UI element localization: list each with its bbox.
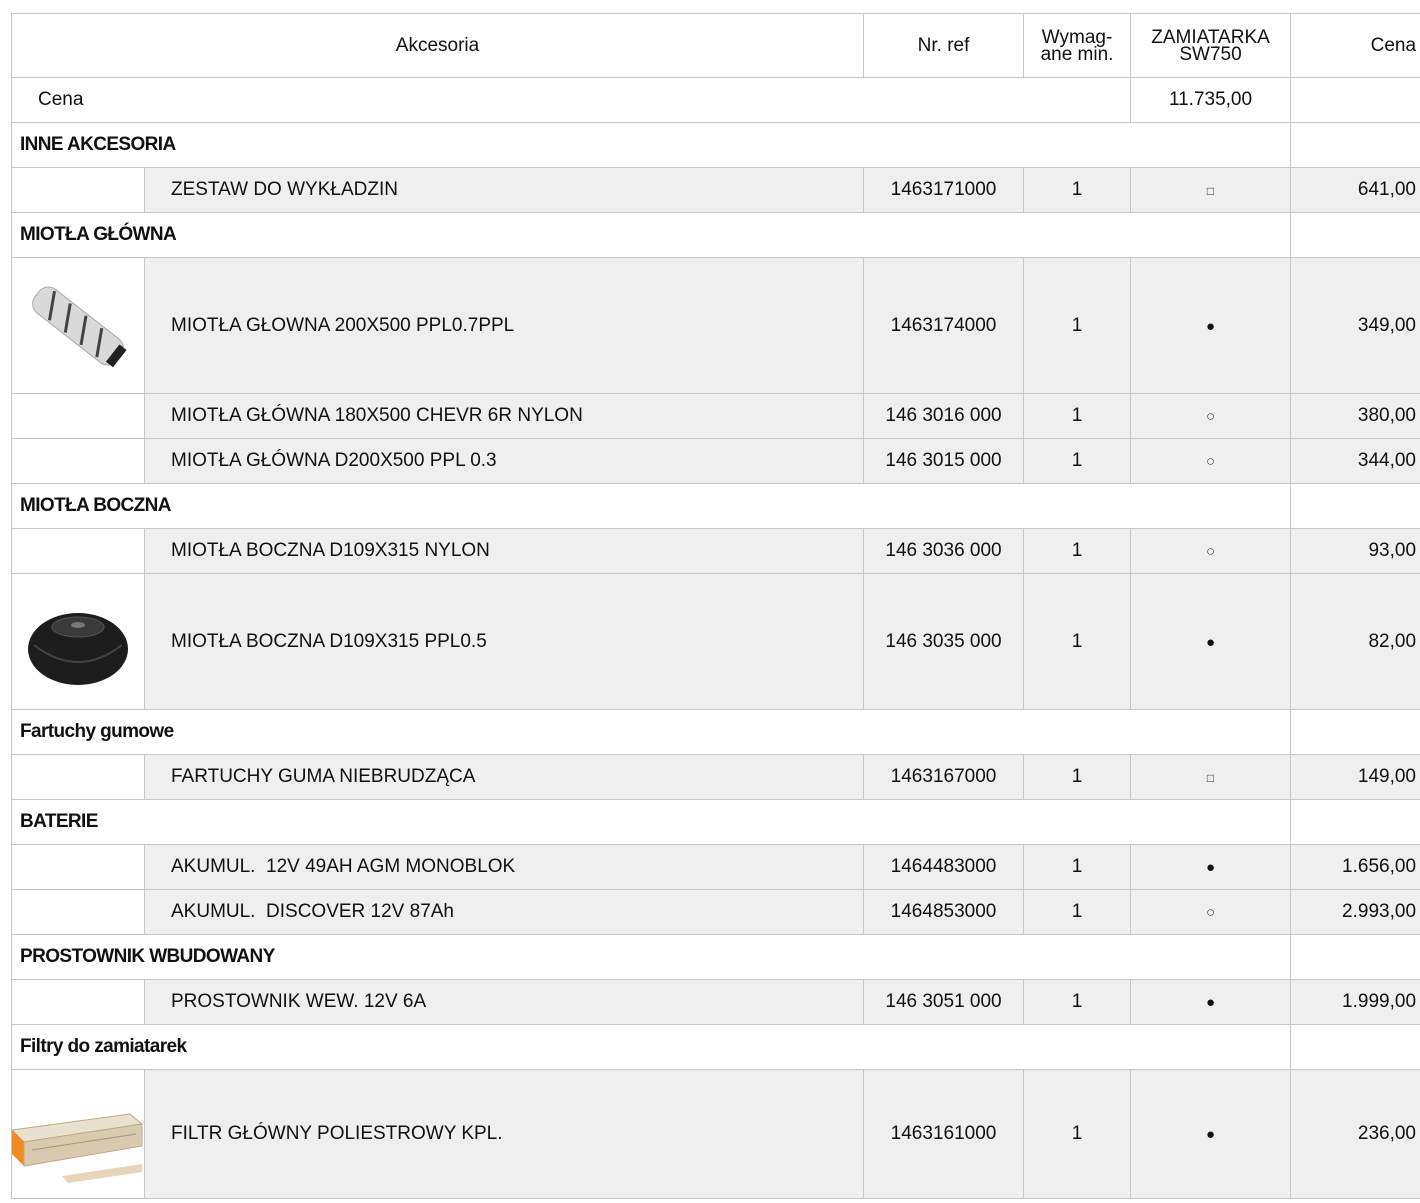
roller-brush-image bbox=[18, 267, 138, 385]
base-price-row bbox=[12, 78, 1420, 123]
accessories-price-sheet bbox=[11, 13, 1420, 1199]
item-availability bbox=[1131, 574, 1291, 710]
item-name: FILTR GŁÓWNY POLIESTROWY KPL. bbox=[145, 1070, 864, 1199]
category-price-empty bbox=[1291, 123, 1420, 168]
category-row bbox=[12, 1025, 1420, 1070]
category-label: PROSTOWNIK WBUDOWANY bbox=[12, 935, 1291, 980]
category-row bbox=[12, 935, 1420, 980]
item-min-qty: 1 bbox=[1024, 845, 1131, 890]
item-min-qty: 1 bbox=[1024, 394, 1131, 439]
header-model-line2: SW750 bbox=[1179, 43, 1242, 65]
item-min-qty: 1 bbox=[1024, 890, 1131, 935]
item-price: 344,00 bbox=[1291, 439, 1420, 484]
item-price: 149,00 bbox=[1291, 755, 1420, 800]
item-ref: 1464853000 bbox=[864, 890, 1024, 935]
header-price: Cena bbox=[1291, 14, 1420, 78]
item-row bbox=[12, 845, 1420, 890]
item-image-cell bbox=[12, 258, 145, 394]
optional-circle-icon: ○ bbox=[1205, 453, 1216, 470]
item-availability bbox=[1131, 394, 1291, 439]
item-ref: 146 3016 000 bbox=[864, 394, 1024, 439]
item-price: 236,00 bbox=[1291, 1070, 1420, 1199]
header-model-line1: ZAMIATARKA bbox=[1151, 26, 1270, 48]
header-min-line1: Wymag- bbox=[1041, 26, 1113, 48]
item-min-qty: 1 bbox=[1024, 439, 1131, 484]
filter-image bbox=[12, 1084, 145, 1184]
optional-circle-icon: ○ bbox=[1205, 543, 1216, 560]
category-price-empty bbox=[1291, 935, 1420, 980]
item-name: MIOTŁA BOCZNA D109X315 NYLON bbox=[145, 529, 864, 574]
item-ref: 1463171000 bbox=[864, 168, 1024, 213]
item-min-qty: 1 bbox=[1024, 168, 1131, 213]
item-name: FARTUCHY GUMA NIEBRUDZĄCA bbox=[145, 755, 864, 800]
base-price-label: Cena bbox=[12, 78, 1131, 123]
item-ref: 1463167000 bbox=[864, 755, 1024, 800]
accessory-square-icon: □ bbox=[1206, 184, 1215, 198]
category-label: Filtry do zamiatarek bbox=[12, 1025, 1291, 1070]
item-availability bbox=[1131, 1070, 1291, 1199]
header-accessories: Akcesoria bbox=[12, 14, 864, 78]
item-ref: 146 3015 000 bbox=[864, 439, 1024, 484]
item-min-qty: 1 bbox=[1024, 755, 1131, 800]
item-row bbox=[12, 574, 1420, 710]
item-min-qty: 1 bbox=[1024, 980, 1131, 1025]
item-row bbox=[12, 1070, 1420, 1199]
item-availability bbox=[1131, 980, 1291, 1025]
standard-dot-icon: ● bbox=[1205, 317, 1216, 335]
item-ref: 1464483000 bbox=[864, 845, 1024, 890]
item-image-cell bbox=[12, 394, 145, 439]
optional-circle-icon: ○ bbox=[1205, 904, 1216, 921]
item-name: MIOTŁA BOCZNA D109X315 PPL0.5 bbox=[145, 574, 864, 710]
category-price-empty bbox=[1291, 1025, 1420, 1070]
item-availability bbox=[1131, 529, 1291, 574]
category-label: INNE AKCESORIA bbox=[12, 123, 1291, 168]
accessory-square-icon: □ bbox=[1206, 771, 1215, 785]
header-min-required bbox=[1024, 14, 1131, 78]
category-price-empty bbox=[1291, 213, 1420, 258]
item-image-cell bbox=[12, 439, 145, 484]
base-price-empty bbox=[1291, 78, 1420, 123]
item-name: MIOTŁA GŁOWNA 200X500 PPL0.7PPL bbox=[145, 258, 864, 394]
item-name: AKUMUL. DISCOVER 12V 87Ah bbox=[145, 890, 864, 935]
category-label: MIOTŁA BOCZNA bbox=[12, 484, 1291, 529]
item-availability bbox=[1131, 890, 1291, 935]
item-name: AKUMUL. 12V 49AH AGM MONOBLOK bbox=[145, 845, 864, 890]
item-min-qty: 1 bbox=[1024, 574, 1131, 710]
standard-dot-icon: ● bbox=[1205, 859, 1216, 876]
item-availability bbox=[1131, 168, 1291, 213]
item-row bbox=[12, 394, 1420, 439]
standard-dot-icon: ● bbox=[1205, 633, 1216, 651]
category-price-empty bbox=[1291, 710, 1420, 755]
item-price: 1.656,00 bbox=[1291, 845, 1420, 890]
item-name: MIOTŁA GŁÓWNA D200X500 PPL 0.3 bbox=[145, 439, 864, 484]
item-name: PROSTOWNIK WEW. 12V 6A bbox=[145, 980, 864, 1025]
side-brush-image bbox=[20, 583, 136, 701]
item-min-qty: 1 bbox=[1024, 258, 1131, 394]
standard-dot-icon: ● bbox=[1205, 1126, 1216, 1143]
base-price-value: 11.735,00 bbox=[1131, 78, 1291, 123]
item-price: 380,00 bbox=[1291, 394, 1420, 439]
table-header-row bbox=[12, 14, 1420, 78]
item-ref: 146 3035 000 bbox=[864, 574, 1024, 710]
category-price-empty bbox=[1291, 800, 1420, 845]
item-row bbox=[12, 258, 1420, 394]
item-row bbox=[12, 168, 1420, 213]
item-image-cell bbox=[12, 890, 145, 935]
item-availability bbox=[1131, 755, 1291, 800]
item-name: MIOTŁA GŁÓWNA 180X500 CHEVR 6R NYLON bbox=[145, 394, 864, 439]
category-row bbox=[12, 123, 1420, 168]
category-row bbox=[12, 800, 1420, 845]
item-image-cell bbox=[12, 168, 145, 213]
header-min-line2: ane min. bbox=[1040, 43, 1114, 65]
item-price: 349,00 bbox=[1291, 258, 1420, 394]
item-row bbox=[12, 890, 1420, 935]
item-price: 641,00 bbox=[1291, 168, 1420, 213]
category-row bbox=[12, 484, 1420, 529]
item-ref: 146 3051 000 bbox=[864, 980, 1024, 1025]
item-ref: 1463161000 bbox=[864, 1070, 1024, 1199]
standard-dot-icon: ● bbox=[1205, 994, 1216, 1011]
item-row bbox=[12, 439, 1420, 484]
item-image-cell bbox=[12, 755, 145, 800]
category-label: Fartuchy gumowe bbox=[12, 710, 1291, 755]
item-min-qty: 1 bbox=[1024, 529, 1131, 574]
item-availability bbox=[1131, 258, 1291, 394]
item-image-cell bbox=[12, 980, 145, 1025]
item-image-cell bbox=[12, 574, 145, 710]
category-row bbox=[12, 213, 1420, 258]
item-availability bbox=[1131, 845, 1291, 890]
item-ref: 146 3036 000 bbox=[864, 529, 1024, 574]
category-price-empty bbox=[1291, 484, 1420, 529]
item-price: 2.993,00 bbox=[1291, 890, 1420, 935]
item-image-cell bbox=[12, 1070, 145, 1199]
accessories-table bbox=[11, 13, 1420, 1199]
item-ref: 1463174000 bbox=[864, 258, 1024, 394]
header-ref: Nr. ref bbox=[864, 14, 1024, 78]
item-row bbox=[12, 980, 1420, 1025]
item-price: 82,00 bbox=[1291, 574, 1420, 710]
item-availability bbox=[1131, 439, 1291, 484]
category-label: MIOTŁA GŁÓWNA bbox=[12, 213, 1291, 258]
category-label: BATERIE bbox=[12, 800, 1291, 845]
item-row bbox=[12, 755, 1420, 800]
item-price: 93,00 bbox=[1291, 529, 1420, 574]
item-price: 1.999,00 bbox=[1291, 980, 1420, 1025]
optional-circle-icon: ○ bbox=[1205, 408, 1216, 425]
item-image-cell bbox=[12, 845, 145, 890]
item-image-cell bbox=[12, 529, 145, 574]
item-name: ZESTAW DO WYKŁADZIN bbox=[145, 168, 864, 213]
item-row bbox=[12, 529, 1420, 574]
item-min-qty: 1 bbox=[1024, 1070, 1131, 1199]
category-row bbox=[12, 710, 1420, 755]
header-model bbox=[1131, 14, 1291, 78]
